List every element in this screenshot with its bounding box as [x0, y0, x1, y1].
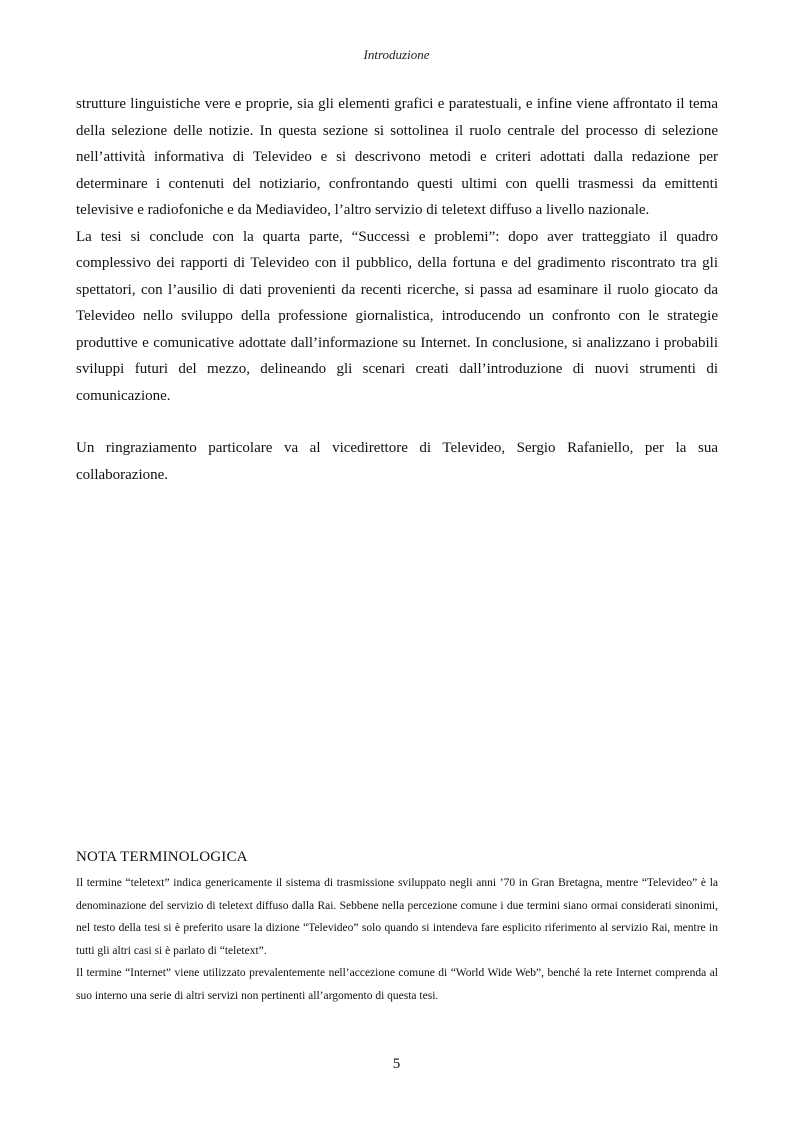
note-paragraph-2: Il termine “Internet” viene utilizzato prevalentemente nell’accezione comune di “World Wide Web”, benché la rete Internet comprenda al suo interno una serie di altri servizi non pertinenti all’argomento di questa tesi. — [76, 967, 718, 1002]
note-title: NOTA TERMINOLOGICA — [76, 849, 248, 865]
body-paragraph-2: La tesi si conclude con la quarta parte, “Successi e problemi”: dopo aver tratteggiato il quadro complessivo dei rapporti di Televideo con il pubblico, della fortuna e del gradimento riscontrato tra gli spettatori, con l’ausilio di dati provenienti da recenti ricerche, si passa ad esaminare il ruolo giocato da Televideo nello sviluppo della professione giornalistica, introducendo un confronto con le strategie produttive e comunicative adottate dall’informazione su Internet. In conclusione, si analizzano i probabili sviluppi futuri del mezzo, delineando gli scenari creati dall’introduzione di nuovi strumenti di comunicazione. — [76, 228, 718, 404]
terminology-note — [76, 849, 718, 1007]
body-text — [76, 91, 718, 488]
page-number: 5 — [392, 1056, 401, 1072]
note-paragraph-1: Il termine “teletext” indica genericamente il sistema di trasmissione sviluppato negli anni ’70 in Gran Bretagna, mentre “Televideo” è la denominazione del servizio di teletext diffuso dalla Rai. Sebbene nella percezione comune i due termini siano ormai considerati sinonimi, nel testo della tesi si è preferito usare la dizione “Televideo” solo quando si intendeva fare esplicito riferimento al servizio Rai, mentre in tutti gli altri casi si è parlato di “teletext”. — [76, 877, 718, 957]
running-header: Introduzione — [363, 47, 430, 62]
acknowledgement-paragraph: Un ringraziamento particolare va al vicedirettore di Televideo, Sergio Rafaniello, per la sua collaborazione. — [76, 440, 718, 483]
body-paragraph-1: strutture linguistiche vere e proprie, sia gli elementi grafici e paratestuali, e infine viene affrontato il tema della selezione delle notizie. In questa sezione si sottolinea il ruolo centrale del processo di selezione nell’attività informativa di Televideo e si descrivono metodi e criteri adottati dalla redazione per determinare i contenuti del notiziario, confrontando questi ultimi con quelli trasmessi da emittenti televisive e radiofoniche e da Mediavideo, l’altro servizio di teletext diffuso a livello nazionale. — [76, 96, 718, 218]
